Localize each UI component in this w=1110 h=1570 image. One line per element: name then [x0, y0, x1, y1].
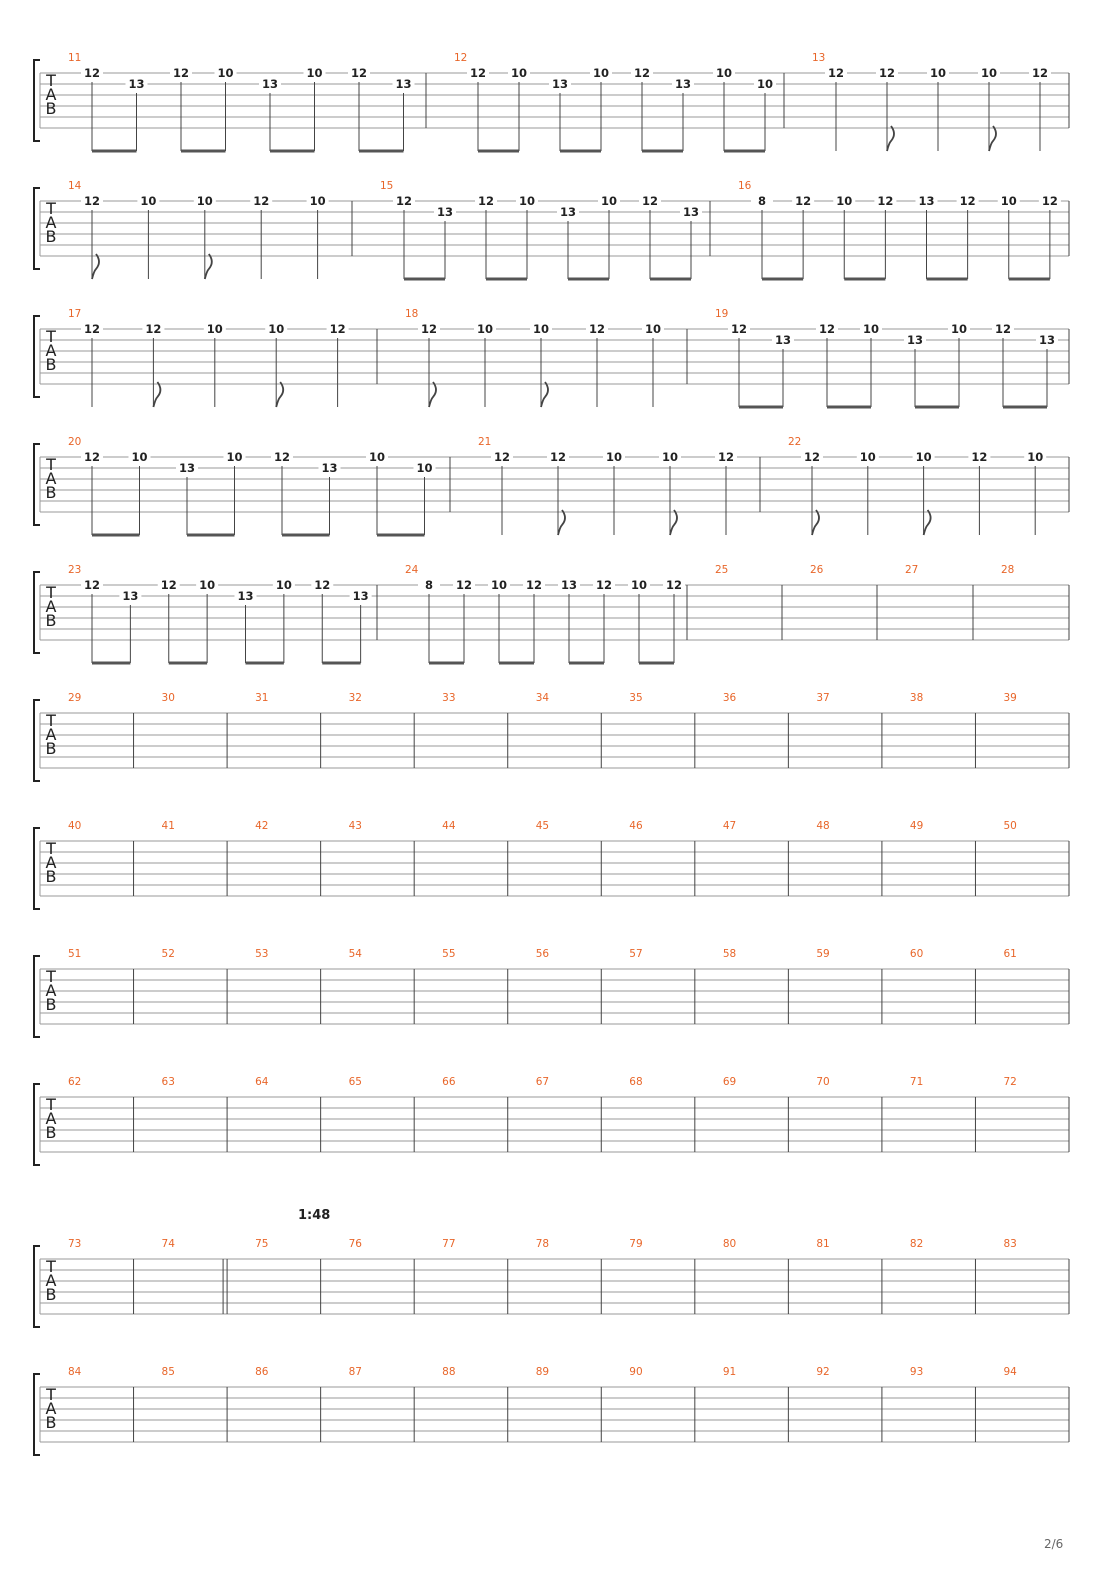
measure-number: 53: [255, 948, 269, 960]
fret-number: 10: [368, 450, 386, 464]
measure-number: 21: [478, 436, 492, 448]
system-bracket: [34, 60, 40, 141]
tab-clef-letter: B: [45, 867, 57, 886]
system-bracket: [34, 700, 40, 781]
fret-number: 12: [1041, 194, 1058, 208]
fret-number: 12: [455, 578, 473, 592]
fret-number: 10: [532, 322, 550, 336]
measure-number: 40: [68, 820, 82, 832]
measure-number: 24: [405, 564, 419, 576]
fret-number: 12: [469, 66, 487, 80]
fret-number: 13: [395, 77, 412, 91]
fret-number: 10: [859, 450, 876, 464]
page-number: 2/6: [1044, 1537, 1064, 1551]
measure-number: 23: [68, 564, 82, 576]
eighth-flag: [558, 510, 565, 535]
fret-number: 10: [715, 66, 733, 80]
fret-number: 10: [1000, 194, 1017, 208]
fret-number: 12: [83, 450, 101, 464]
fret-number: 10: [756, 77, 774, 91]
tab-clef-letter: A: [45, 1271, 57, 1290]
tab-clef-letter: B: [45, 355, 57, 374]
fret-number: 10: [306, 66, 323, 80]
tab-clef-letter: B: [45, 739, 57, 758]
eighth-flag: [887, 126, 894, 151]
tab-clef-letter: A: [45, 469, 57, 488]
fret-number: 13: [560, 578, 578, 592]
tab-clef-letter: T: [46, 583, 56, 602]
measure-number: 80: [722, 1238, 737, 1250]
fret-number: 12: [717, 450, 735, 464]
tab-clef-letter: A: [45, 1109, 57, 1128]
measure-number: 43: [348, 820, 363, 832]
tab-clef-letter: A: [45, 725, 57, 744]
measure-number: 22: [788, 436, 802, 448]
measure-number: 11: [68, 52, 82, 64]
measure-number: 33: [442, 692, 456, 704]
measure-number: 29: [68, 692, 82, 704]
measure-number: 15: [380, 180, 394, 192]
fret-number: 10: [605, 450, 623, 464]
time-marker: 1:48: [298, 1208, 331, 1223]
fret-number: 13: [551, 77, 569, 91]
measure-number: 50: [1003, 820, 1017, 832]
fret-number: 10: [980, 66, 998, 80]
tab-clef-letter: B: [45, 483, 57, 502]
measure-number: 14: [68, 180, 82, 192]
fret-number: 10: [416, 461, 433, 475]
measure-number: 55: [442, 948, 456, 960]
measure-number: 38: [909, 692, 924, 704]
fret-number: 12: [395, 194, 413, 208]
tab-clef-letter: T: [46, 1257, 56, 1276]
fret-number: 12: [329, 322, 346, 336]
fret-number: 12: [253, 194, 270, 208]
fret-number: 12: [878, 66, 896, 80]
fret-number: 10: [199, 578, 216, 592]
measure-number: 93: [909, 1366, 924, 1378]
fret-number: 13: [906, 333, 924, 347]
measure-number: 57: [629, 948, 643, 960]
fret-number: 12: [795, 194, 812, 208]
eighth-flag: [153, 382, 160, 407]
eighth-flag: [205, 254, 212, 279]
measure-number: 34: [535, 692, 550, 704]
measure-number: 84: [68, 1366, 82, 1378]
tab-clef-letter: T: [46, 71, 56, 90]
fret-number: 10: [644, 322, 662, 336]
tab-clef-letter: A: [45, 853, 57, 872]
fret-number: 10: [140, 194, 157, 208]
measure-number: 82: [909, 1238, 924, 1250]
tab-clef-letter: A: [45, 85, 57, 104]
fret-number: 12: [1031, 66, 1049, 80]
eighth-flag: [429, 382, 436, 407]
fret-number: 12: [273, 450, 291, 464]
eighth-flag: [989, 126, 996, 151]
measure-number: 81: [816, 1238, 830, 1250]
tab-clef-letter: T: [46, 327, 56, 346]
fret-number: 12: [665, 578, 683, 592]
measure-number: 67: [535, 1076, 550, 1088]
eighth-flag: [541, 382, 548, 407]
fret-number: 10: [510, 66, 528, 80]
fret-number: 13: [237, 589, 254, 603]
fret-number: 12: [549, 450, 567, 464]
measure-number: 27: [905, 564, 919, 576]
fret-number: 13: [436, 205, 454, 219]
measure-number: 28: [1001, 564, 1015, 576]
measure-number: 30: [161, 692, 175, 704]
system-bracket: [34, 1084, 40, 1165]
fret-number: 10: [226, 450, 243, 464]
fret-number: 10: [490, 578, 508, 592]
eighth-flag: [276, 382, 283, 407]
measure-number: 41: [161, 820, 175, 832]
measure-number: 66: [442, 1076, 456, 1088]
tab-clef-letter: B: [45, 1123, 57, 1142]
measure-number: 37: [816, 692, 830, 704]
measure-number: 59: [816, 948, 830, 960]
system-bracket: [34, 828, 40, 909]
fret-number: 8: [757, 194, 767, 208]
measure-number: 20: [68, 436, 82, 448]
measure-number: 86: [255, 1366, 269, 1378]
measure-number: 74: [161, 1238, 175, 1250]
measure-number: 32: [348, 692, 363, 704]
fret-number: 10: [600, 194, 618, 208]
fret-number: 12: [818, 322, 836, 336]
fret-number: 13: [261, 77, 279, 91]
tab-clef-letter: T: [46, 1095, 56, 1114]
measure-number: 36: [722, 692, 737, 704]
measure-number: 45: [535, 820, 550, 832]
tab-clef-letter: T: [46, 967, 56, 986]
fret-number: 8: [424, 578, 434, 592]
fret-number: 13: [128, 77, 145, 91]
fret-number: 12: [350, 66, 368, 80]
fret-number: 12: [160, 578, 177, 592]
measure-number: 94: [1003, 1366, 1017, 1378]
measure-number: 51: [68, 948, 82, 960]
measure-number: 71: [909, 1076, 924, 1088]
tab-clef-letter: T: [46, 1385, 56, 1404]
system-bracket: [34, 316, 40, 397]
tab-clef-letter: T: [46, 199, 56, 218]
tab-clef-letter: B: [45, 1285, 57, 1304]
measure-number: 91: [722, 1366, 737, 1378]
tab-clef-letter: T: [46, 455, 56, 474]
measure-number: 77: [442, 1238, 456, 1250]
fret-number: 10: [275, 578, 292, 592]
fret-number: 13: [682, 205, 700, 219]
tab-clef-letter: T: [46, 839, 56, 858]
fret-number: 10: [131, 450, 148, 464]
fret-number: 12: [477, 194, 495, 208]
tab-clef-letter: A: [45, 1399, 57, 1418]
fret-number: 13: [918, 194, 935, 208]
fret-number: 10: [309, 194, 326, 208]
measure-number: 25: [715, 564, 729, 576]
fret-number: 12: [641, 194, 659, 208]
eighth-flag: [670, 510, 677, 535]
fret-number: 10: [950, 322, 968, 336]
tab-clef-letter: B: [45, 99, 57, 118]
tab-clef-letter: B: [45, 995, 57, 1014]
measure-number: 68: [629, 1076, 643, 1088]
fret-number: 10: [206, 322, 223, 336]
measure-number: 19: [715, 308, 729, 320]
measure-number: 42: [255, 820, 269, 832]
measure-number: 52: [161, 948, 175, 960]
measure-number: 44: [442, 820, 456, 832]
fret-number: 13: [122, 589, 139, 603]
tab-clef-letter: B: [45, 1413, 57, 1432]
fret-number: 10: [862, 322, 880, 336]
tab-clef-letter: B: [45, 227, 57, 246]
fret-number: 12: [83, 194, 101, 208]
fret-number: 13: [674, 77, 692, 91]
measure-number: 79: [629, 1238, 643, 1250]
fret-number: 10: [196, 194, 213, 208]
measure-number: 46: [629, 820, 643, 832]
system-bracket: [34, 1374, 40, 1455]
measure-number: 13: [812, 52, 826, 64]
fret-number: 12: [83, 322, 101, 336]
fret-number: 12: [172, 66, 190, 80]
measure-number: 76: [348, 1238, 363, 1250]
measure-number: 60: [909, 948, 924, 960]
measure-number: 47: [722, 820, 737, 832]
eighth-flag: [924, 510, 931, 535]
measure-number: 73: [68, 1238, 82, 1250]
fret-number: 12: [83, 66, 101, 80]
fret-number: 12: [827, 66, 845, 80]
measure-number: 64: [255, 1076, 269, 1088]
fret-number: 12: [994, 322, 1012, 336]
measure-number: 65: [348, 1076, 363, 1088]
measure-number: 12: [454, 52, 468, 64]
fret-number: 13: [1038, 333, 1056, 347]
system-bracket: [34, 572, 40, 653]
measure-number: 75: [255, 1238, 269, 1250]
fret-number: 12: [420, 322, 438, 336]
tab-clef-letter: A: [45, 341, 57, 360]
measure-number: 48: [816, 820, 830, 832]
fret-number: 13: [559, 205, 577, 219]
fret-number: 12: [83, 578, 101, 592]
eighth-flag: [812, 510, 819, 535]
fret-number: 12: [493, 450, 511, 464]
fret-number: 12: [877, 194, 894, 208]
fret-number: 12: [803, 450, 821, 464]
tab-clef-letter: T: [46, 711, 56, 730]
system-bracket: [34, 444, 40, 525]
measure-number: 35: [629, 692, 643, 704]
fret-number: 10: [915, 450, 932, 464]
measure-number: 16: [738, 180, 752, 192]
fret-number: 12: [633, 66, 651, 80]
system-bracket: [34, 1246, 40, 1327]
fret-number: 10: [592, 66, 610, 80]
fret-number: 12: [959, 194, 976, 208]
measure-number: 26: [810, 564, 824, 576]
fret-number: 10: [661, 450, 679, 464]
measure-number: 62: [68, 1076, 82, 1088]
fret-number: 10: [268, 322, 285, 336]
measure-number: 88: [442, 1366, 456, 1378]
fret-number: 12: [588, 322, 606, 336]
measure-number: 61: [1003, 948, 1017, 960]
fret-number: 12: [595, 578, 613, 592]
fret-number: 13: [321, 461, 338, 475]
measure-number: 63: [161, 1076, 175, 1088]
measure-number: 89: [535, 1366, 550, 1378]
fret-number: 12: [730, 322, 748, 336]
tab-clef-letter: A: [45, 597, 57, 616]
tab-clef-letter: A: [45, 981, 57, 1000]
measure-number: 92: [816, 1366, 830, 1378]
fret-number: 10: [630, 578, 648, 592]
fret-number: 13: [352, 589, 369, 603]
fret-number: 13: [774, 333, 792, 347]
measure-number: 85: [161, 1366, 175, 1378]
fret-number: 10: [836, 194, 853, 208]
measure-number: 69: [722, 1076, 737, 1088]
fret-number: 10: [476, 322, 494, 336]
fret-number: 13: [178, 461, 196, 475]
measure-number: 78: [535, 1238, 550, 1250]
measure-number: 31: [255, 692, 269, 704]
fret-number: 12: [314, 578, 331, 592]
system-bracket: [34, 956, 40, 1037]
measure-number: 90: [629, 1366, 643, 1378]
tab-clef-letter: A: [45, 213, 57, 232]
measure-number: 17: [68, 308, 82, 320]
measure-number: 54: [348, 948, 363, 960]
fret-number: 12: [525, 578, 543, 592]
measure-number: 87: [348, 1366, 363, 1378]
fret-number: 10: [1027, 450, 1044, 464]
fret-number: 12: [145, 322, 162, 336]
system-bracket: [34, 188, 40, 269]
fret-number: 10: [518, 194, 536, 208]
eighth-flag: [92, 254, 99, 279]
measure-number: 18: [405, 308, 419, 320]
fret-number: 10: [217, 66, 234, 80]
fret-number: 10: [929, 66, 947, 80]
measure-number: 39: [1003, 692, 1017, 704]
measure-number: 83: [1003, 1238, 1017, 1250]
measure-number: 70: [816, 1076, 830, 1088]
measure-number: 49: [909, 820, 924, 832]
measure-number: 58: [722, 948, 737, 960]
fret-number: 12: [971, 450, 988, 464]
measure-number: 72: [1003, 1076, 1017, 1088]
tab-clef-letter: B: [45, 611, 57, 630]
measure-number: 56: [535, 948, 550, 960]
